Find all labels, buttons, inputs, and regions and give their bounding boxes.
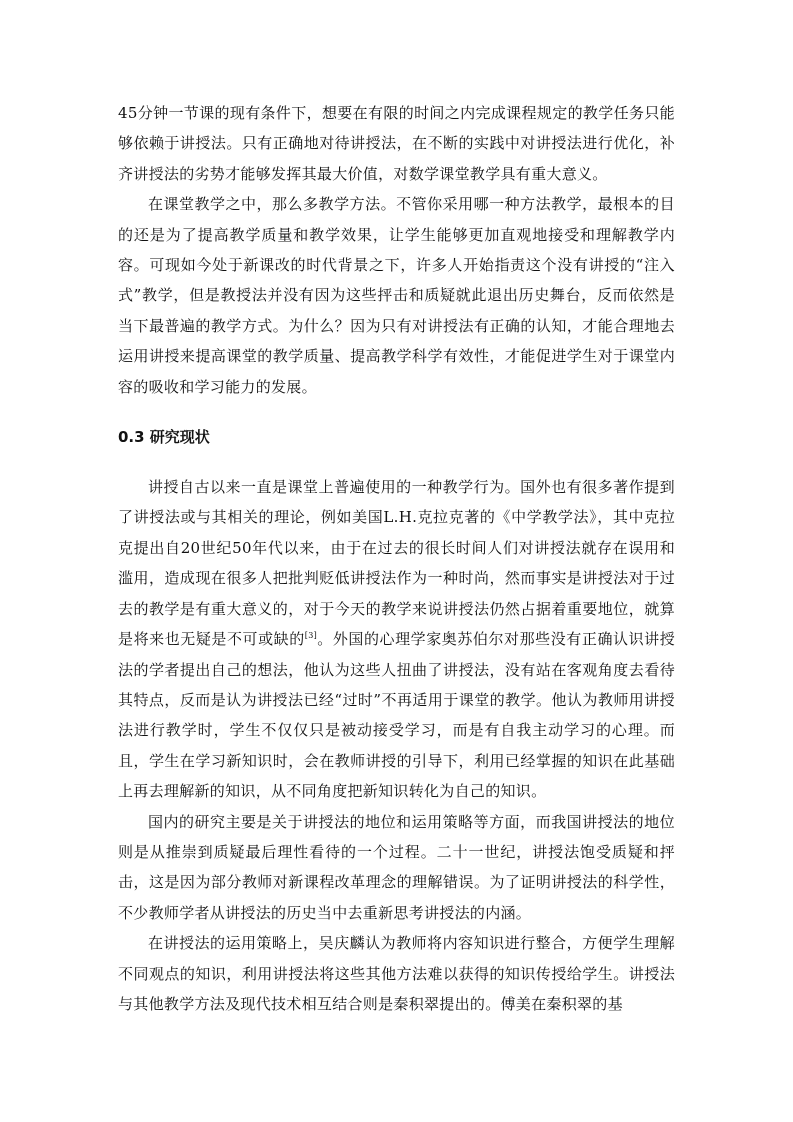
- paragraph: 在课堂教学之中，那么多教学方法。不管你采用哪一种方法教学，最根本的目的还是为了提高教学质量和教学效果，让学生能够更加直观地接受和理解教学内容。可现如今处于新课改的时代背景之下，许多人开始指责这个没有讲授的“注入式”教学，但是教授法并没有因为这些抨击和质疑就此退出历史舞台，反而依然是当下最普遍的教学方式。为什么？因为只有对讲授法有正确的认知，才能合理地去运用讲授来提高课堂的教学质量、提高教学科学有效性，才能促进学生对于课堂内容的吸收和学习能力的发展。: [118, 195, 675, 396]
- citation-marker: [3]: [304, 631, 318, 641]
- paragraph: 在讲授法的运用策略上，吴庆麟认为教师将内容知识进行整合，方便学生理解不同观点的知识，利用讲授法将这些其他方法难以获得的知识传授给学生。讲授法与其他教学方法及现代技术相互结合则是秦积翠提出的。傅美在秦积翠的基: [118, 934, 675, 1013]
- section-heading: 0.3 研究现状: [118, 428, 210, 447]
- paragraph-text: 讲授自古以来一直是课堂上普遍使用的一种教学行为。国外也有很多著作提到了讲授法或与其相关的理论，例如美国L.H.克拉克著的《中学教学法》，其中克拉克提出自20世纪50年代以来，由于在过去的很长时间人们对讲授法就存在误用和滥用，造成现在很多人把批判贬低讲授法作为一种时尚，然而事实是讲授法对于过去的教学是有重大意义的，对于今天的教学来说讲授法仍然占据着重要地位，就算是将来也无疑是不可或缺的: [118, 478, 675, 649]
- paragraph-with-citation: [118, 472, 675, 806]
- document-page: [118, 98, 675, 1019]
- paragraph-continued: 45分钟一节课的现有条件下，想要在有限的时间之内完成课程规定的教学任务只能够依赖于讲授法。只有正确地对待讲授法，在不断的实践中对讲授法进行优化，补齐讲授法的劣势才能够发挥其最大价值，对数学课堂教学具有重大意义。: [118, 104, 675, 183]
- paragraph: 国内的研究主要是关于讲授法的地位和运用策略等方面，而我国讲授法的地位则是从推崇到质疑最后理性看待的一个过程。二十一世纪，讲授法饱受质疑和抨击，这是因为部分教师对新课程改革理念的理解错误。为了证明讲授法的科学性，不少教师学者从讲授法的历史当中去重新思考讲授法的内涵。: [118, 812, 675, 922]
- paragraph-text: 。外国的心理学家奥苏伯尔对那些没有正确认识讲授法的学者提出自己的想法，他认为这些人扭曲了讲授法，没有站在客观角度去看待其特点，反而是认为讲授法已经“过时”不再适用于课堂的教学。他认为教师用讲授法进行教学时，学生不仅仅只是被动接受学习，而是有自我主动学习的心理。而且，学生在学习新知识时，会在教师讲授的引导下，利用已经掌握的知识在此基础上再去理解新的知识，从不同角度把新知识转化为自己的知识。: [118, 630, 675, 801]
